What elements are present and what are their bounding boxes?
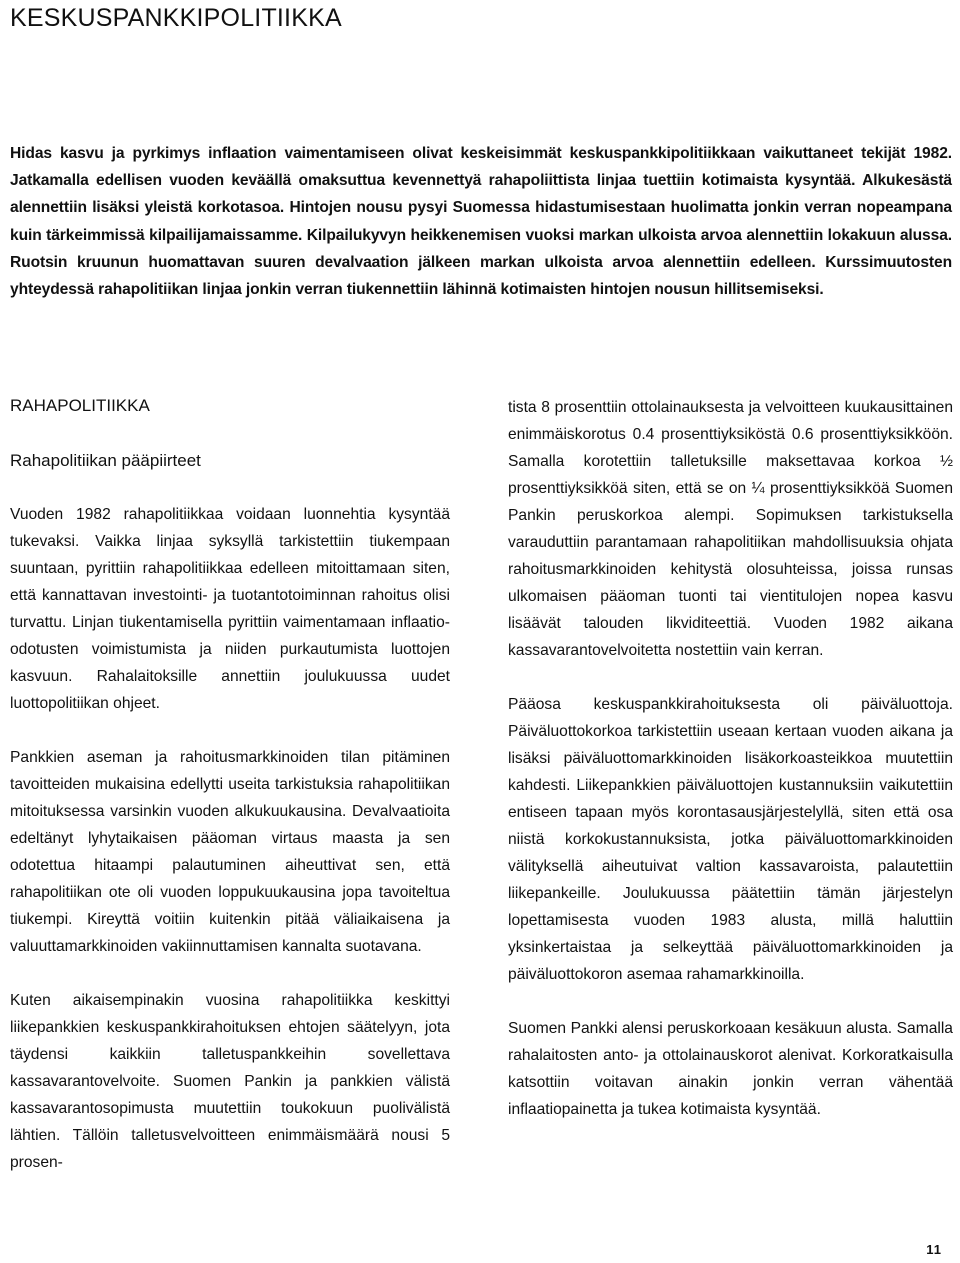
body-paragraph: Suomen Pankki alensi peruskorkoaan kesäkuun alusta. Samalla rahalaitosten anto- ja ottolainauskorot alenivat. Korkoratkaisulla katsottiin voitavan ainakin jonkin verran vähentää inflaatiopainetta ja tukea kotimaista kysyntää. bbox=[508, 1020, 953, 1118]
right-column bbox=[508, 394, 953, 1123]
body-paragraph: Pankkien aseman ja rahoitusmarkkinoiden tilan pitäminen tavoitteiden mukaisina edellytti useita tarkistuksia rahapolitiikan mitoituksessa varsinkin vuoden alkukuukausina. Devalvaatioita edeltänyt lyhytaikaisen pääoman virtaus maasta ja sen odotettua hitaampi palautuminen aiheuttivat sen, että rahapolitiikan ote oli vuoden loppukuukausina jopa tavoiteltua tiukempi. Kireyttä voitiin kuitenkin pitää väliaikaisena ja valuuttamarkkinoiden vakiinnuttamisen kannalta suotavana. bbox=[10, 749, 450, 955]
body-paragraph: Kuten aikaisempinakin vuosina rahapolitiikka keskittyi liikepankkien keskuspankkirahoituksen ehtojen säätelyyn, jota täydensi kaikkiin talletuspankkeihin sovellettava kassavarantovelvoite. Suomen Pankin ja pankkien välistä kassavarantosopimusta muutettiin toukokuun puolivälistä lähtien. Tällöin talletusvelvoitteen enimmäismäärä nousi 5 prosen- bbox=[10, 992, 450, 1171]
body-paragraph: Pääosa keskuspankkirahoituksesta oli päiväluottoja. Päiväluottokorkoa tarkistettiin useaan kertaan vuoden aikana ja lisäksi päiväluottomarkkinoiden lisäkorkoasteikkoa muutettiin kahdesti. Liikepankkien päiväluottojen kustannuksiin vaikutettiin entiseen tapaan myös korontasausjärjestelyllä, siten että osa niistä korkokustannuksista, jotka päiväluottomarkkinoiden välityksellä aiheutuivat valtion kassavaroista, palautettiin liikepankeille. Joulukuussa päätettiin tämän järjestelyn lopettamisesta vuoden 1983 alusta, millä haluttiin yksinkertaistaa ja selkeyttää päiväluottomarkkinoiden ja päiväluottokoron asemaa rahamarkkinoilla. bbox=[508, 696, 953, 983]
page-number: 11 bbox=[926, 1242, 942, 1257]
sub-heading: Rahapolitiikan pääpiirteet bbox=[10, 451, 201, 470]
body-paragraph: Vuoden 1982 rahapolitiikkaa voidaan luonnehtia kysyntää tukevaksi. Vaikka linjaa syksyllä tarkistettiin tiukempaan suuntaan, pyrittiin rahapolitiikkaa edelleen mitoittamaan siten, että kannattavan investointi- ja tuotantotoiminnan rahoitus olisi turvattu. Linjan tiukentamisella pyrittiin vaimentamaan inflaatio-odotusten voimistumista ja niiden purkautumista luottojen kasvuun. Rahalaitoksille annettiin joulukuussa uudet luottopolitiikan ohjeet. bbox=[10, 506, 450, 712]
document-title: KESKUSPANKKIPOLITIIKKA bbox=[10, 4, 342, 32]
intro-paragraph: Hidas kasvu ja pyrkimys inflaation vaimentamiseen olivat keskeisimmät keskuspankkipolitiikkaan vaikuttaneet tekijät 1982. Jatkamalla edellisen vuoden keväällä omaksuttua kevennettyä rahapoliittista linjaa tuettiin kotimaista kysyntää. Alkukesästä alennettiin lisäksi yleistä korkotasoa. Hintojen nousu pysyi Suomessa hidastumisestaan huolimatta jonkin verran nopeampana kuin tärkeimmissä kilpailijamaissamme. Kilpailukyvyn heikkenemisen vuoksi markan ulkoista arvoa alennettiin lokakuun alussa. Ruotsin kruunun huomattavan suuren devalvaation jälkeen markan ulkoista arvoa alennettiin edelleen. Kurssimuutosten yhteydessä rahapolitiikan linjaa jonkin verran tiukennettiin lähinnä kotimaisten hintojen nousun hillitsemiseksi. bbox=[10, 145, 952, 299]
section-heading: RAHAPOLITIIKKA bbox=[10, 396, 150, 415]
left-column bbox=[10, 392, 450, 1176]
body-paragraph: tista 8 prosenttiin ottolainauksesta ja velvoitteen kuukausittainen enimmäiskorotus 0.4 prosenttiyksiköstä 0.6 prosenttiyksikköön. Samalla korotettiin talletuksille maksettavaa korkoa ½ prosenttiyksikköä siten, että se on ¼ prosenttiyksikköä Suomen Pankin peruskorkoa alempi. Sopimuksen tarkistuksella varauduttiin parantamaan rahapolitiikan mahdollisuuksia ohjata rahoitusmarkkinoiden kehitystä olosuhteissa, joissa runsas ulkomaisen pääoman tuonti tai vientitulojen nopea kasvu lisäävät talouden likviditeettiä. Vuoden 1982 aikana kassavarantovelvoitetta nostettiin vain kerran. bbox=[508, 399, 953, 659]
